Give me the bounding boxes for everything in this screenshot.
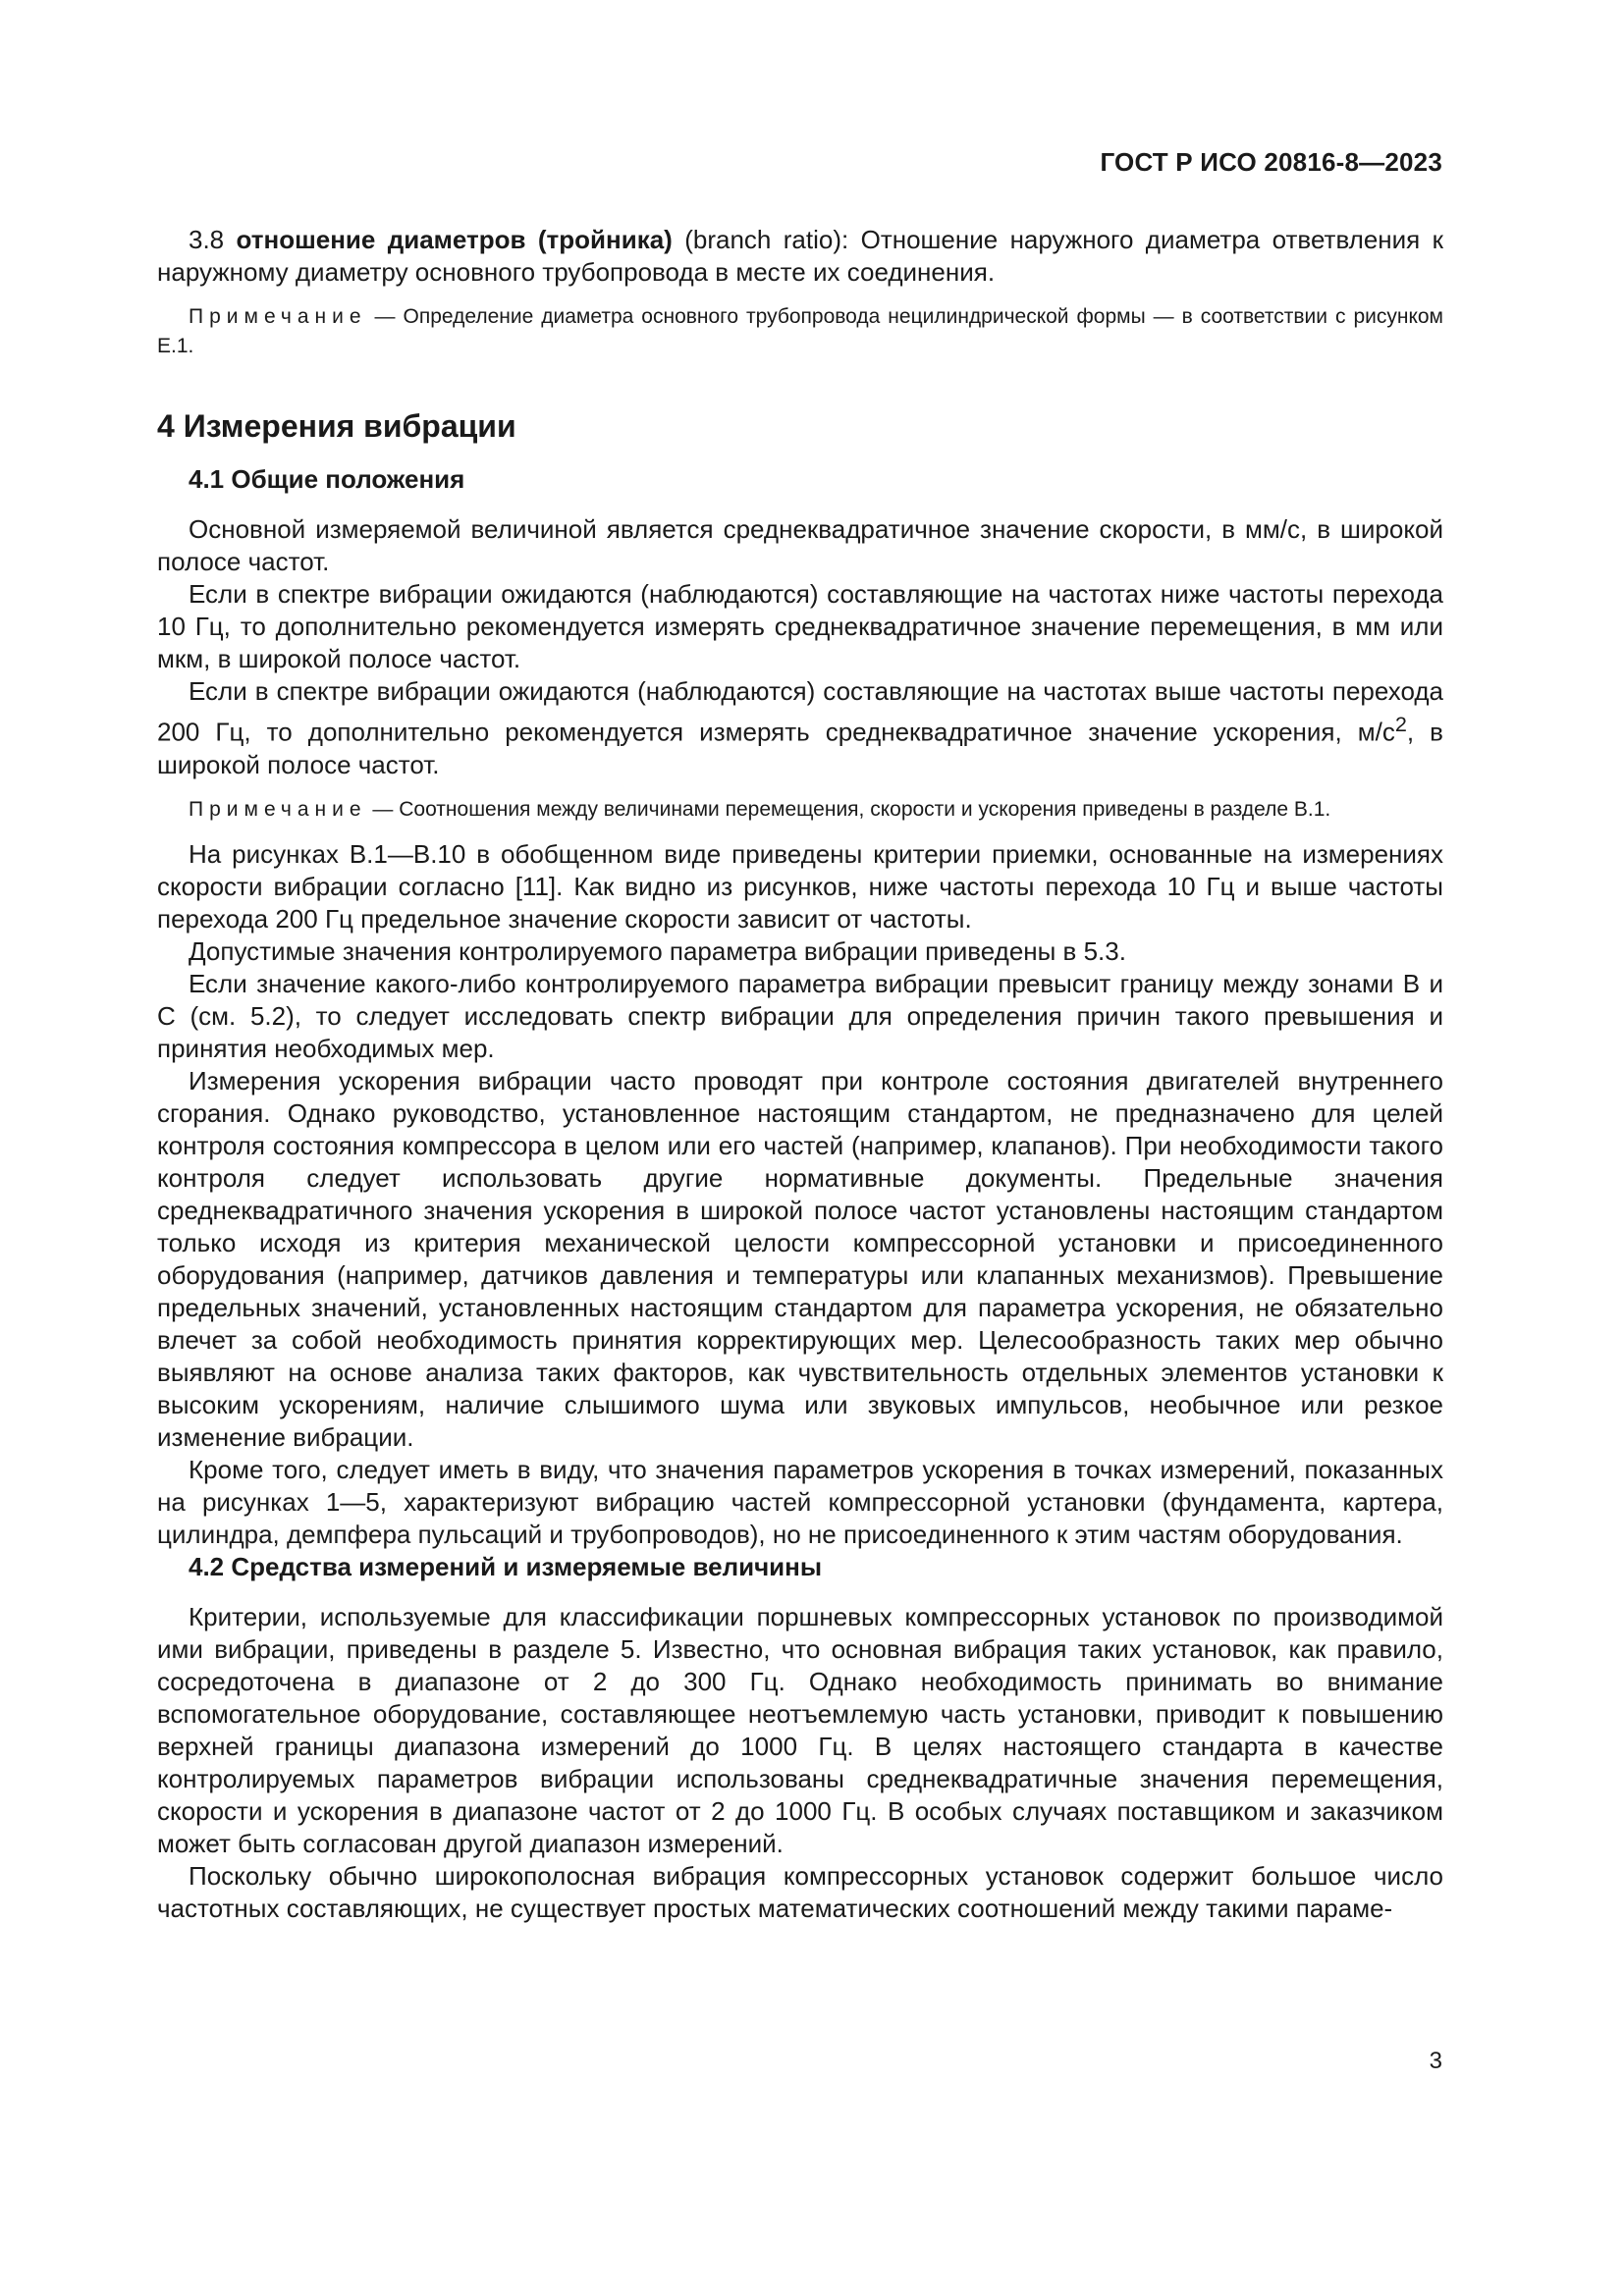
term-number: 3.8 — [189, 225, 225, 254]
paragraph: Критерии, используемые для классификации поршневых компрессорных установок по производимой ими вибрации, приведены в разделе 5. Известно, что основная вибрация таких установок, как правило, сосредоточена в диапазоне от 2 до 300 Гц. Однако необходимость принимать во внимание вспомогательное оборудование, составляющее неотъемлемую часть установки, приводит к повышению верхней границы диапазона измерений до 1000 Гц. В целях настоящего стандарта в качестве контролируемых параметров вибрации использованы среднеквадратичные значения перемещения, скорости и ускорения в диапазоне частот от 2 до 1000 Гц. В особых случаях поставщиком и заказчиком может быть согласован другой диапазон измерений. — [157, 1601, 1443, 1858]
paragraph: Если в спектре вибрации ожидаются (наблюдаются) составляющие на частотах ниже частоты перехода 10 Гц, то дополнительно рекомендуется измерять среднеквадратичное значение перемещения, в мм или мкм, в широкой полосе частот. — [157, 579, 1443, 673]
note-quantities — [157, 795, 1443, 825]
document-code: ГОСТ Р ИСО 20816-8—2023 — [1100, 147, 1442, 177]
paragraph: Если значение какого-либо контролируемого параметра вибрации превысит границу между зонами В и С (см. 5.2), то следует исследовать спектр вибрации для определения причин такого превышения и принятия необходимых мер. — [157, 968, 1443, 1063]
note-label: Примечание — [189, 305, 367, 328]
term-name: отношение диаметров (тройника) — [236, 225, 673, 254]
paragraph: Кроме того, следует иметь в виду, что значения параметров ускорения в точках измерений, показанных на рисунках 1—5, характеризуют вибрацию частей компрессорной установки (фундамента, картера, цилиндра, демпфера пульсаций и трубопроводов), но не присоединенного к этим частям оборудования. — [157, 1454, 1443, 1549]
subsection-heading-4-1: 4.1 Общие положения — [189, 464, 465, 494]
paragraph: Основной измеряемой величиной является среднеквадратичное значение скорости, в мм/с, в широкой полосе частот. — [157, 514, 1443, 576]
subsection-heading-4-2: 4.2 Средства измерений и измеряемые величины — [189, 1551, 823, 1581]
paragraph: Измерения ускорения вибрации часто проводят при контроле состояния двигателей внутреннего сгорания. Однако руководство, установленное настоящим стандартом, не предназначено для целей контроля состояния компрессора в целом или его частей (например, клапанов). При необходимости такого контроля следует использовать другие нормативные документы. Предельные значения среднеквадратичного значения ускорения в широкой полосе частот установлены настоящим стандартом только исходя из критерия механической целости компрессорной установки и присоединенного оборудования (например, датчиков давления и температуры или клапанных механизмов). Превышение предельных значений, установленных настоящим стандартом для параметра ускорения, не обязательно влечет за собой необходимость принятия корректирующих мер. Целесообразность таких мер обычно выявляют на основе анализа таких факторов, как чувствительность отдельных элементов установки к высоким ускорениям, наличие слышимого шума или звуковых импульсов, необычное или резкое изменение вибрации. — [157, 1065, 1443, 1452]
note-term-3-8 — [157, 302, 1443, 361]
term-text: Отношение наружного диаметра ответвления к наружному диаметру основного трубопровода в месте их соединения. — [157, 225, 1444, 287]
paragraph — [157, 675, 1443, 781]
page-number: 3 — [1429, 2048, 1442, 2074]
paragraph: Поскольку обычно широкополосная вибрация компрессорных установок содержит большое число частотных составляющих, не существует простых математических соотношений между такими параме- — [157, 1860, 1443, 1923]
term-english: (branch ratio): — [684, 225, 849, 254]
note-text: — Определение диаметра основного трубопровода нецилиндрической формы — в соответствии с рисунком Е.1. — [157, 305, 1443, 357]
note-text: — Соотношения между величинами перемещения, скорости и ускорения приведены в разделе В.1. — [372, 797, 1331, 821]
note-label: Примечание — [189, 797, 367, 821]
paragraph-text: , в широкой полосе частот. — [157, 717, 1443, 779]
section-heading-4: 4 Измерения вибрации — [157, 408, 516, 444]
paragraph: На рисунках В.1—В.10 в обобщенном виде приведены критерии приемки, основанные на измерениях скорости вибрации согласно [11]. Как видно из рисунков, ниже частоты перехода 10 Гц и выше частоты перехода 200 Гц предельное значение скорости зависит от частоты. — [157, 838, 1443, 934]
page-content — [157, 224, 1443, 1925]
paragraph: Допустимые значения контролируемого параметра вибрации приведены в 5.3. — [189, 935, 1126, 966]
term-definition-3-8 — [157, 224, 1443, 289]
superscript: 2 — [1394, 712, 1407, 736]
paragraph-text: Если в спектре вибрации ожидаются (наблюдаются) составляющие на частотах выше частоты перехода 200 Гц, то дополнительно рекомендуется измерять среднеквадратичное значение ускорения, м/с — [157, 676, 1443, 747]
